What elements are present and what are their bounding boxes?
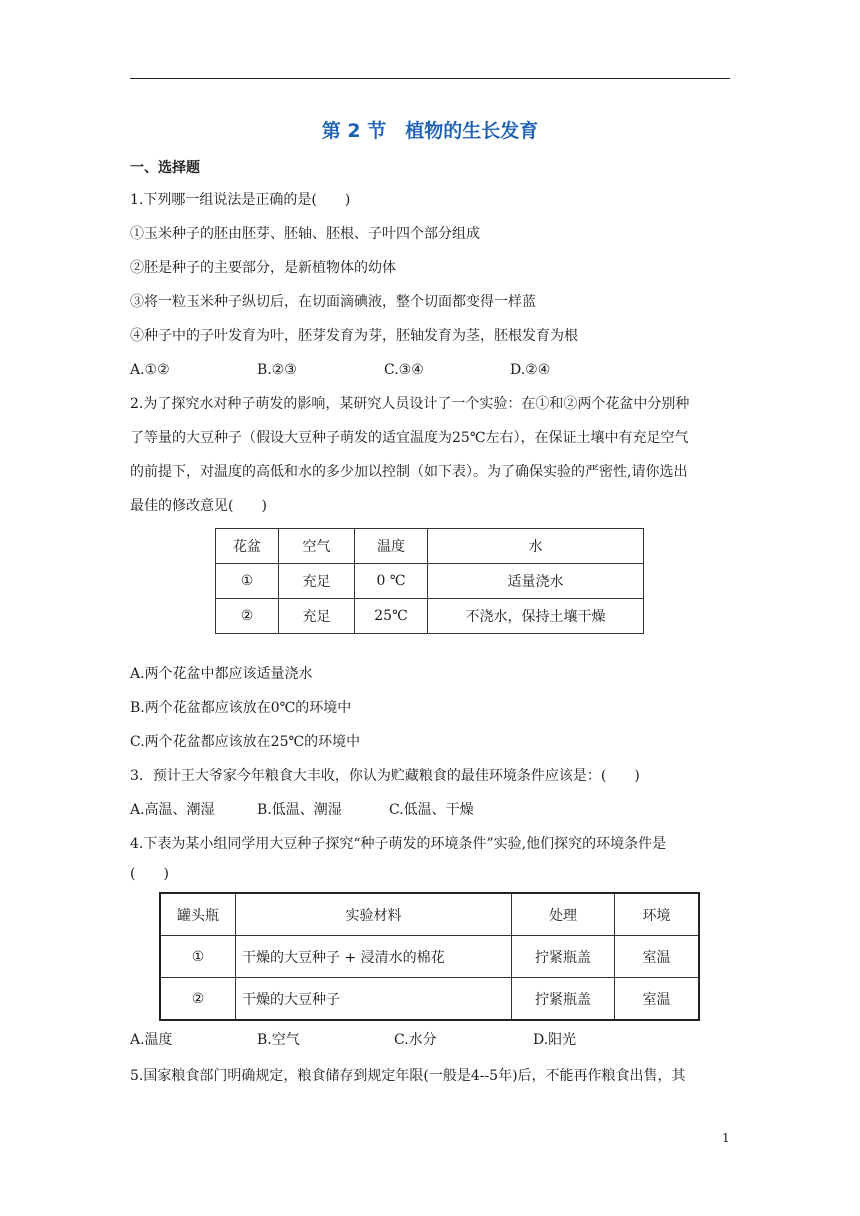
table-header-cell: 空气: [279, 529, 355, 564]
table-cell: ①: [216, 564, 279, 599]
table-cell: ②: [216, 599, 279, 634]
table-cell: 干燥的大豆种子: [236, 978, 512, 1021]
table-cell: 拧紧瓶盖: [512, 978, 615, 1021]
table-row: [216, 564, 644, 599]
question-1-statement: ④种子中的子叶发育为叶，胚芽发育为芽，胚轴发育为茎，胚根发育为根: [130, 328, 578, 344]
page-title: 第 2 节 植物的生长发育: [321, 120, 539, 142]
option-a: A.①②: [130, 362, 170, 378]
option-c: C.水分: [394, 1032, 437, 1048]
table-cell: 室温: [615, 936, 700, 978]
question-3-options: [130, 800, 474, 820]
question-1-stem: 1.下列哪一组说法是正确的是( ): [130, 192, 351, 208]
table-cell: 拧紧瓶盖: [512, 936, 615, 978]
option-b: B.空气: [257, 1032, 300, 1048]
question-1-statement: ①玉米种子的胚由胚芽、胚轴、胚根、子叶四个部分组成: [130, 226, 480, 242]
table-row: [160, 978, 699, 1021]
question-1-statement: ③将一粒玉米种子纵切后，在切面滴碘液，整个切面都变得一样蓝: [130, 294, 536, 310]
option-c: C.低温、干燥: [389, 802, 474, 818]
question-4-stem-line: 4.下表为某小组同学用大豆种子探究“种子萌发的环境条件”实验,他们探究的环境条件是: [130, 836, 667, 852]
question-2-stem-line: 2.为了探究水对种子萌发的影响，某研究人员设计了一个实验：在①和②两个花盆中分别种: [130, 396, 690, 412]
question-2-stem-line: 了等量的大豆种子（假设大豆种子萌发的适宜温度为25℃左右），在保证土壤中有充足空气: [130, 430, 689, 446]
option-d: D.阳光: [533, 1032, 577, 1048]
question-1-options: [130, 360, 550, 380]
table-header-row: [216, 529, 644, 564]
question-5-stem: 5.国家粮食部门明确规定，粮食储存到规定年限(一般是4--5年)后，不能再作粮食出售，其: [130, 1068, 686, 1084]
table-cell: 不浇水，保持土壤干燥: [428, 599, 644, 634]
header-rule: [130, 78, 730, 79]
question-4-options: [130, 1030, 576, 1050]
question-2-option-b: B.两个花盆都应该放在0℃的环境中: [130, 700, 352, 716]
table-cell: 25℃: [355, 599, 428, 634]
option-a: A.高温、潮湿: [130, 802, 215, 818]
question-3-stem: 3．预计王大爷家今年粮食大丰收，你认为贮藏粮食的最佳环境条件应该是：( ): [130, 768, 640, 784]
option-c: C.③④: [384, 362, 424, 378]
question-2-stem-line: 的前提下，对温度的高低和水的多少加以控制（如下表）。为了确保实验的严密性,请你选出: [130, 464, 688, 480]
question-2-option-a: A.两个花盆中都应该适量浇水: [130, 666, 313, 682]
table-cell: 干燥的大豆种子 + 浸清水的棉花: [236, 936, 512, 978]
option-a: A.温度: [130, 1032, 173, 1048]
table-cell: ①: [160, 936, 236, 978]
table-cell: 室温: [615, 978, 700, 1021]
question-4-table: [159, 892, 700, 1021]
option-b: B.②③: [257, 362, 297, 378]
table-header-cell: 环境: [615, 893, 700, 936]
option-d: D.②④: [510, 362, 551, 378]
question-1-statement: ②胚是种子的主要部分，是新植物体的幼体: [130, 260, 396, 276]
section-heading: 一、选择题: [130, 160, 200, 176]
table-row: [216, 599, 644, 634]
table-header-cell: 实验材料: [236, 893, 512, 936]
table-cell: 0 ℃: [355, 564, 428, 599]
table-cell: 适量浇水: [428, 564, 644, 599]
table-cell: 充足: [279, 564, 355, 599]
table-header-cell: 花盆: [216, 529, 279, 564]
question-2-stem-line: 最佳的修改意见( ): [130, 498, 267, 514]
question-2-table: [215, 528, 644, 634]
table-row: [160, 936, 699, 978]
page-number: 1: [722, 1131, 730, 1145]
table-header-cell: 处理: [512, 893, 615, 936]
table-cell: ②: [160, 978, 236, 1021]
option-b: B.低温、潮湿: [257, 802, 342, 818]
question-2-option-c: C.两个花盆都应该放在25℃的环境中: [130, 734, 361, 750]
table-header-cell: 温度: [355, 529, 428, 564]
table-header-cell: 水: [428, 529, 644, 564]
table-header-row: [160, 893, 699, 936]
table-cell: 充足: [279, 599, 355, 634]
question-4-stem-line: ( ): [130, 866, 169, 882]
table-header-cell: 罐头瓶: [160, 893, 236, 936]
